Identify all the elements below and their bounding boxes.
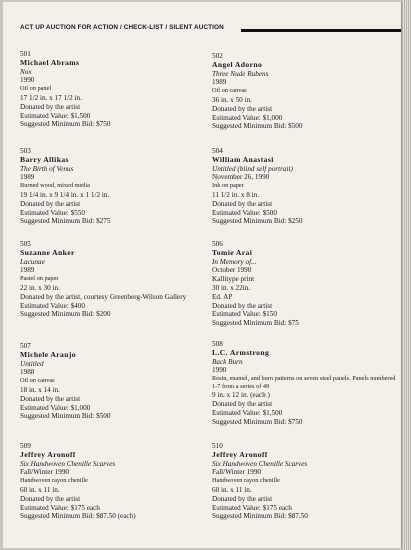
artwork-size: 60 in. x 11 in.: [212, 485, 252, 494]
estimated-value: Estimated Value: $175 each: [20, 503, 100, 512]
lot-number: 502: [212, 52, 223, 60]
lot-number: 506: [212, 240, 223, 248]
artwork-title: Nox: [20, 67, 32, 76]
lot-510: [212, 442, 397, 521]
lot-number: 501: [20, 50, 31, 58]
estimated-value: Estimated Value: $175 each: [212, 503, 292, 512]
artwork-title: Six Handwoven Chenille Scarves: [20, 459, 116, 468]
artwork-medium: Oil on canvas: [212, 87, 247, 95]
artist-name: Michele Araujo: [20, 349, 77, 359]
artist-name: Jeffrey Aronoff: [20, 449, 76, 459]
artwork-medium: Pastel on paper: [20, 275, 59, 283]
lot-505: [20, 240, 205, 319]
lot-number: 509: [20, 442, 31, 450]
artist-name: Jeffrey Aronoff: [212, 449, 268, 459]
donor-credit: Donated by the artist: [20, 199, 81, 208]
lot-504: [212, 147, 397, 226]
artwork-title: Three Nude Rubens: [212, 69, 269, 78]
lot-number: 504: [212, 147, 223, 155]
page-edge: [402, 0, 411, 550]
artwork-date: November 26, 1990: [212, 173, 270, 182]
donor-credit: Donated by the artist: [212, 199, 273, 208]
minimum-bid: Suggested Minimum Bid: $87.50 (each): [20, 512, 136, 521]
donor-credit: Donated by the artist: [20, 394, 81, 403]
artwork-size: 9 in. x 12 in. (each ): [212, 391, 270, 400]
artwork-date: 1990: [212, 366, 227, 375]
artwork-title: In Memory of...: [212, 257, 257, 266]
artwork-date: 1989: [212, 78, 227, 87]
artwork-size: 11 1/2 in. x 8 in.: [212, 190, 260, 199]
artwork-size: 30 in. x 22in.: [212, 283, 251, 292]
lot-508: [212, 340, 397, 426]
artist-name: Michael Abrams: [20, 57, 80, 67]
artwork-title: Lacunae: [20, 257, 45, 266]
artwork-date: Fall/Winter 1990: [20, 468, 70, 477]
minimum-bid: Suggested Minimum Bid: $750: [20, 120, 111, 129]
artist-name: Suzanne Anker: [20, 247, 75, 257]
minimum-bid: Suggested Minimum Bid: $275: [20, 217, 111, 226]
estimated-value: Estimated Value: $1,000: [20, 403, 91, 412]
lot-509: [20, 442, 205, 521]
artwork-medium: Resin, enamel, and burn patterns on seven steel panels. Panels numbered 1-7 from a series of 49: [212, 375, 396, 391]
artwork-medium: Burned wood, mixed media: [20, 182, 90, 190]
estimated-value: Estimated Value: $1,000: [212, 113, 283, 122]
minimum-bid: Suggested Minimum Bid: $500: [20, 412, 111, 421]
artwork-title: Back Burn: [212, 357, 243, 366]
lot-506: [212, 240, 397, 328]
estimated-value: Estimated Value: $400: [20, 301, 85, 310]
artwork-date: Fall/Winter 1990: [212, 468, 262, 477]
artwork-size: 19 1/4 in. x 9 1/4 in. x 1 1/2 in.: [20, 190, 110, 199]
minimum-bid: Suggested Minimum Bid: $75: [212, 319, 299, 328]
donor-credit: Donated by the artist: [212, 399, 273, 408]
donor-credit: Donated by the artist: [20, 494, 81, 503]
artwork-size: 22 in. x 30 in.: [20, 283, 60, 292]
lot-number: 505: [20, 240, 31, 248]
minimum-bid: Suggested Minimum Bid: $750: [212, 417, 303, 426]
artist-name: L.C. Armstrong: [212, 347, 270, 357]
estimated-value: Estimated Value: $1,500: [212, 408, 283, 417]
artwork-medium: Handwoven rayon chenille: [212, 477, 280, 485]
artist-name: Tomie Arai: [212, 247, 253, 257]
estimated-value: Estimated Value: $500: [212, 208, 277, 217]
lot-number: 508: [212, 340, 223, 348]
artwork-title: Six Handwoven Chenille Scarves: [212, 459, 308, 468]
lot-number: 507: [20, 342, 31, 350]
artwork-date: October 1990: [212, 266, 252, 275]
minimum-bid: Suggested Minimum Bid: $500: [212, 122, 303, 131]
lot-502: [212, 52, 397, 131]
artwork-title: Untitled: [20, 359, 44, 368]
artwork-medium: Handwoven rayon chenille: [20, 477, 88, 485]
lot-501: [20, 50, 205, 129]
estimated-value: Estimated Value: $150: [212, 310, 277, 319]
edition-info: Ed. AP: [212, 292, 233, 301]
lot-503: [20, 147, 205, 226]
artwork-date: 1988: [20, 368, 35, 377]
donor-credit: Donated by the artist, courtesy Greenberg-Wilson Gallery: [20, 292, 187, 301]
minimum-bid: Suggested Minimum Bid: $200: [20, 310, 111, 319]
artist-name: Barry Allikas: [20, 154, 69, 164]
artist-name: Angel Adorno: [212, 59, 263, 69]
donor-credit: Donated by the artist: [212, 301, 273, 310]
artwork-medium: Oil on canvas: [20, 377, 55, 385]
header-rule: [241, 29, 401, 32]
artwork-size: 17 1/2 in. x 17 1/2 in.: [20, 93, 82, 102]
donor-credit: Donated by the artist: [212, 104, 273, 113]
artwork-size: 36 in. x 50 in.: [212, 95, 252, 104]
artwork-size: 18 in. x 14 in.: [20, 385, 60, 394]
artwork-size: 60 in. x 11 in.: [20, 485, 60, 494]
estimated-value: Estimated Value: $1,500: [20, 111, 91, 120]
donor-credit: Donated by the artist: [20, 102, 81, 111]
estimated-value: Estimated Value: $550: [20, 208, 85, 217]
artwork-medium: Kallitype print: [212, 275, 255, 284]
donor-credit: Donated by the artist: [212, 494, 273, 503]
minimum-bid: Suggested Minimum Bid: $87.50: [212, 512, 308, 521]
artwork-date: 1990: [20, 76, 35, 85]
artwork-date: 1989: [20, 173, 35, 182]
artwork-title: Untitled (blind self portrait): [212, 164, 293, 173]
artwork-medium: Ink on paper: [212, 182, 244, 190]
artist-name: William Anastasi: [212, 154, 274, 164]
artwork-date: 1989: [20, 266, 35, 275]
minimum-bid: Suggested Minimum Bid: $250: [212, 217, 303, 226]
artwork-title: The Birth of Venus: [20, 164, 74, 173]
catalog-page: [3, 2, 401, 548]
lot-number: 503: [20, 147, 31, 155]
page-header: ACT UP AUCTION FOR ACTION / CHECK-LIST / SILENT AUCTION: [20, 24, 224, 31]
artwork-medium: Oil on panel: [20, 85, 52, 93]
lot-number: 510: [212, 442, 223, 450]
lot-507: [20, 342, 205, 421]
